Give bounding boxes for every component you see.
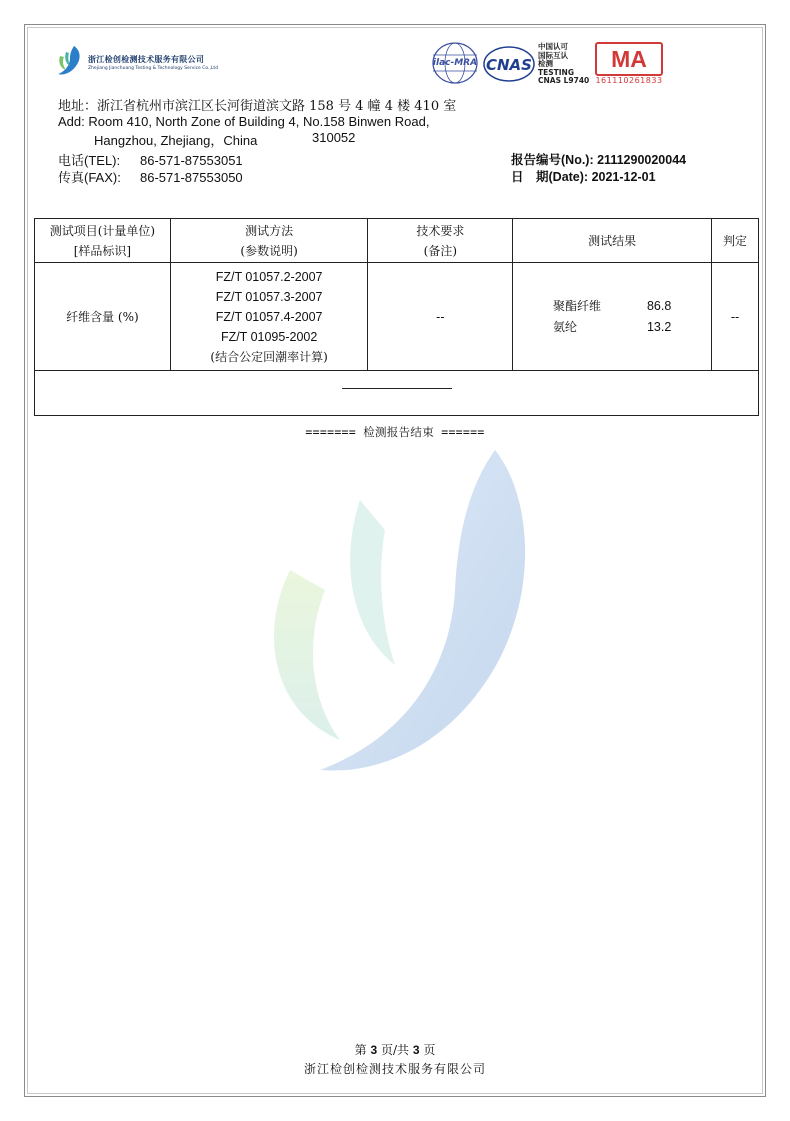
report-number-label: 报告编号(No.): (511, 153, 594, 167)
cnas-line-3: 检测 (538, 59, 553, 68)
cnas-info (538, 43, 589, 86)
cma-logo (593, 40, 665, 88)
cell-item: 纤维含量 (%) (35, 263, 171, 371)
watermark-logo-icon (250, 440, 540, 780)
address-cn: 地址：浙江省杭州市滨江区长河街道滨文路 158 号 4 幢 4 楼 410 室 (58, 99, 457, 114)
company-logo (54, 44, 219, 80)
address-en-line1: Add: Room 410, North Zone of Building 4, No.158 Binwen Road, (58, 114, 430, 129)
header-method-line1: 测试方法 (245, 223, 294, 238)
report-end-mark: ======= 检测报告结束 ====== (305, 425, 485, 439)
tel-label: 电话(TEL): (58, 153, 121, 168)
page-current: 3 (370, 1043, 378, 1057)
table-end-cell (35, 371, 759, 416)
cell-result (513, 263, 712, 371)
fiber-name: 氨纶 (552, 319, 577, 334)
address-zip: 310052 (312, 130, 356, 145)
header-req-line1: 技术要求 (416, 223, 465, 238)
header-item-line1: 测试项目(计量单位) (49, 223, 156, 238)
fiber-value: 86.8 (646, 298, 672, 313)
header-result: 测试结果 (513, 219, 712, 263)
cnas-text: CNAS (486, 56, 532, 74)
method-note: (结合公定回潮率计算) (210, 349, 328, 364)
end-line (342, 388, 452, 389)
header-method-line2: (参数说明) (240, 243, 298, 258)
header-method (170, 219, 368, 263)
page-mid: 页/共 (380, 1043, 410, 1057)
fax-line (58, 167, 243, 186)
report-date-label: 日 期(Date): (511, 170, 589, 184)
fax-label: 传真(FAX): (58, 170, 121, 185)
address-en-line2: Hangzhou, Zhejiang，China (94, 133, 258, 148)
cma-mark: MA (595, 42, 663, 76)
cell-method (170, 263, 368, 371)
result-item (553, 317, 671, 338)
header-req-line2: (备注) (423, 243, 458, 258)
tel-value: 86-571-87553051 (140, 153, 243, 168)
ilac-text: ilac-MRA (432, 58, 478, 68)
header-requirement (368, 219, 513, 263)
cell-judgement: -- (712, 263, 759, 371)
cma-number: 161110261833 (595, 76, 663, 85)
report-number (511, 150, 686, 168)
result-item (553, 296, 671, 317)
fiber-name: 聚酯纤维 (552, 298, 601, 313)
table-end-row (35, 371, 759, 416)
cnas-line-2: 国际互认 (538, 50, 568, 60)
cnas-line-4: TESTING (538, 67, 574, 77)
header-item-line2: [样品标识] (73, 243, 132, 258)
cnas-line-5: CNAS L9740 (538, 76, 590, 85)
header-judgement: 判定 (712, 219, 759, 263)
fax-value: 86-571-87553050 (140, 170, 243, 185)
method-line: FZ/T 01057.3-2007 (215, 289, 323, 304)
header-item (35, 219, 171, 263)
report-date-value: 2021-12-01 (591, 170, 656, 184)
page-prefix: 第 (354, 1043, 367, 1057)
method-line: FZ/T 01095-2002 (220, 329, 318, 344)
cell-requirement: -- (368, 263, 513, 371)
company-logo-icon (54, 44, 86, 78)
report-date (511, 167, 656, 185)
table-header-row (35, 219, 759, 263)
result-list (553, 296, 671, 338)
page-number (0, 1041, 790, 1058)
cnas-logo (482, 44, 536, 84)
page-total: 3 (412, 1043, 420, 1057)
fiber-value: 13.2 (646, 319, 672, 334)
method-line: FZ/T 01057.4-2007 (215, 309, 323, 324)
report-number-value: 2111290020044 (597, 153, 687, 167)
ilac-mra-logo (430, 40, 480, 86)
table-row (35, 263, 759, 371)
method-line: FZ/T 01057.2-2007 (215, 269, 323, 284)
footer-company: 浙江检创检测技术服务有限公司 (303, 1062, 486, 1076)
company-name-en: Zhejiang Jianchuang Testing & Technology Service Co.,Ltd (88, 66, 219, 71)
results-table (34, 218, 759, 416)
cnas-line-1: 中国认可 (538, 42, 568, 51)
company-name-cn: 浙江检创检测技术服务有限公司 (88, 55, 205, 64)
page-suffix: 页 (423, 1043, 436, 1057)
